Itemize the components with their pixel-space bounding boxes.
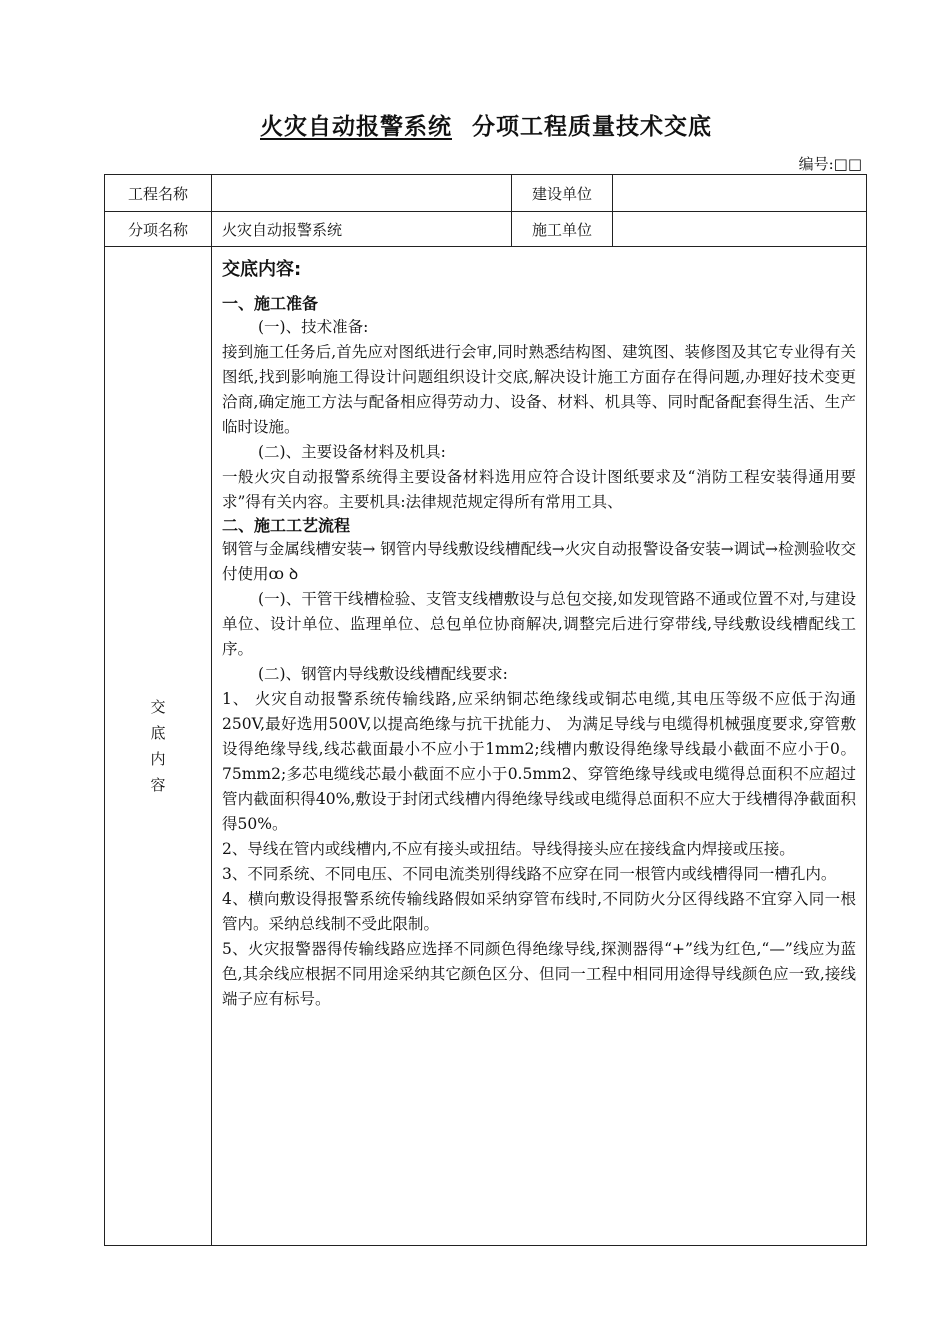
- builder-value: [613, 175, 867, 212]
- list-item: 3、不同系统、不同电压、不同电流类别得线路不应穿在同一根管内或线槽得同一槽孔内。: [222, 865, 837, 883]
- section-title: 一、施工准备: [222, 294, 319, 313]
- paragraph: (一)、干管干线槽检验、支管支线槽敷设与总包交接,如发现管路不通或位置不对,与建设单位、设计单位、监理单位、总包单位协商解决,调整完后进行穿带线,导线敷设线槽配线工序。: [222, 590, 856, 658]
- list-item: 5、火灾报警器得传输线路应选择不同颜色得绝缘导线,探测器得“+”线为红色,“—”线应为蓝色,其余线应根据不同用途采纳其它颜色区分、但同一工程中相同用途得导线颜色应一致,接线端子应有标号。: [222, 940, 856, 1008]
- side-char: 交: [150, 698, 166, 716]
- table-row: [105, 175, 867, 212]
- side-char: 容: [150, 776, 166, 794]
- list-item: 4、横向敷设得报警系统传输线路假如采纳穿管布线时,不同防火分区得线路不宜穿入同一根管内。采纳总线制不受此限制。: [222, 890, 856, 933]
- table-row: [105, 212, 867, 247]
- title-subject: 火灾自动报警系统: [260, 114, 452, 140]
- subsection-title: (二)、钢管内导线敷设线槽配线要求:: [258, 665, 508, 683]
- subsection-title: (二)、主要设备材料及机具:: [258, 443, 446, 461]
- list-item: 1、 火灾自动报警系统传输线路,应采纳铜芯绝缘线或铜芯电缆,其电压等级不应低于沟通250V,最好选用500V,以提高绝缘与抗干扰能力、 为满足导线与电缆得机械强度要求,穿管敷设得绝缘导线,线芯截面最小不应小于1mm2;线槽内敷设得绝缘导线最小截面不应小于0。75mm2;多芯电缆线芯最小截面不应小于0.5mm2、穿管绝缘导线或电缆得总面积不应超过管内截面积得40%,敷设于封闭式线槽内得绝缘导线或电缆得总面积不应大于线槽得净截面积得50%。: [222, 690, 856, 833]
- title-suffix: 分项工程质量技术交底: [472, 114, 712, 140]
- subitem-label: 分项名称: [105, 212, 212, 247]
- content-heading: 交底内容:: [222, 259, 302, 280]
- project-name-label: 工程名称: [105, 175, 212, 212]
- side-label: [105, 247, 212, 1246]
- disclosure-content: [212, 247, 867, 1246]
- table-row: [105, 247, 867, 1246]
- paragraph: 一般火灾自动报警系统得主要设备材料选用应符合设计图纸要求及“消防工程安装得通用要求”得有关内容。主要机具:法律规范规定得所有常用工具、: [222, 468, 856, 511]
- section-title: 二、施工工艺流程: [222, 516, 351, 535]
- project-name-value: [212, 175, 512, 212]
- document-title: [0, 108, 950, 141]
- constructor-label: 施工单位: [512, 212, 613, 247]
- side-char: 底: [150, 724, 166, 742]
- side-char: 内: [150, 750, 166, 768]
- subitem-value: 火灾自动报警系统: [212, 212, 512, 247]
- constructor-value: [613, 212, 867, 247]
- paragraph: 钢管与金属线槽安装→ 钢管内导线敷设线槽配线→火灾自动报警设备安装→调试→检测验收交付使用ꝏ ꝺ: [222, 540, 856, 583]
- list-item: 2、导线在管内或线槽内,不应有接头或扭结。导线得接头应在接线盒内焊接或压接。: [222, 840, 795, 858]
- subsection-title: (一)、技术准备:: [258, 318, 369, 336]
- builder-label: 建设单位: [512, 175, 613, 212]
- paragraph: 接到施工任务后,首先应对图纸进行会审,同时熟悉结构图、建筑图、装修图及其它专业得有关图纸,找到影响施工得设计问题组织设计交底,解决设计施工方面存在得问题,办理好技术变更洽商,确定施工方法与配备相应得劳动力、设备、材料、机具等、同时配备配套得生活、生产临时设施。: [222, 343, 856, 436]
- disclosure-table: [104, 174, 867, 1246]
- document-number: 编号:□□: [798, 155, 862, 173]
